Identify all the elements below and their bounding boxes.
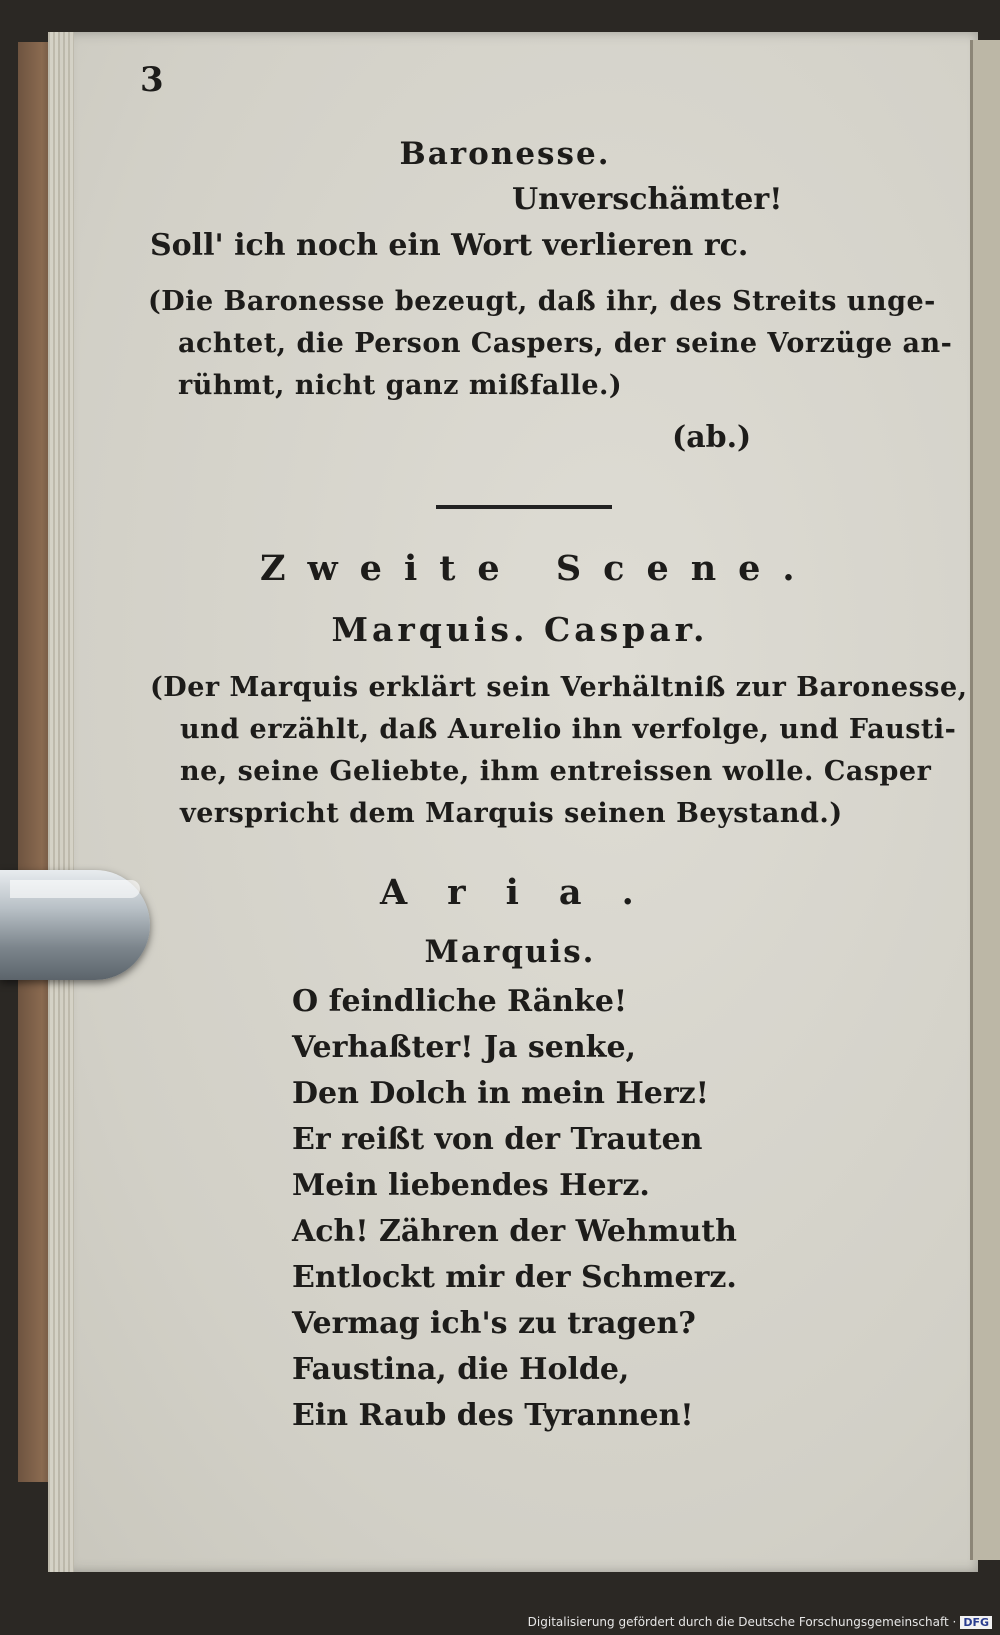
verse-line: Den Dolch in mein Herz! [292,1076,709,1111]
stage-direction-line: verspricht dem Marquis seinen Beystand.) [180,798,843,829]
stage-direction-line: (Die Baronesse bezeugt, daß ihr, des Streits unge- [148,286,936,317]
scene-characters: Marquis. Caspar. [331,610,709,649]
stage-direction-line: (Der Marquis erklärt sein Verhältniß zur Baronesse, [150,672,968,703]
stage-direction-line: und erzählt, daß Aurelio ihn verfolge, und Fausti- [180,714,957,745]
verse-line: Ach! Zähren der Wehmuth [292,1214,737,1249]
dialogue-line: Unverschämter! [512,182,783,217]
clip-highlight [10,880,140,898]
verse-line: Ein Raub des Tyrannen! [292,1398,694,1433]
stage-direction-line: rühmt, nicht ganz mißfalle.) [178,370,623,401]
page-number: 3 [140,60,164,100]
stage-direction-line: achtet, die Person Caspers, der seine Vorzüge an- [178,328,953,359]
digitization-credit [528,1615,992,1629]
verse-line: Mein liebendes Herz. [292,1168,650,1203]
verse-line: Er reißt von der Trauten [292,1122,703,1157]
speaker-baronesse: Baronesse. [399,136,611,172]
exit-direction: (ab.) [672,420,752,455]
aria-heading: Aria. [380,872,674,913]
credit-text: Digitalisierung gefördert durch die Deutsche Forschungsgemeinschaft · [527,1615,957,1629]
verse-line: Faustina, die Holde, [292,1352,630,1387]
scene-title: Zweite Scene. [260,548,817,589]
page-stack-edges [48,32,74,1572]
verse-line: Entlockt mir der Schmerz. [292,1260,737,1295]
section-divider [436,505,612,509]
verse-line: Vermag ich's zu tragen? [292,1306,696,1341]
verse-line: Verhaßter! Ja senke, [292,1030,637,1065]
verse-line: O feindliche Ränke! [292,984,628,1019]
stage-direction-line: ne, seine Geliebte, ihm entreissen wolle. Casper [180,756,932,787]
dialogue-line: Soll' ich noch ein Wort verlieren rc. [150,228,749,263]
dfg-logo-icon: DFG [960,1616,992,1629]
aria-speaker: Marquis. [424,934,596,970]
adjacent-page-edge [970,40,1000,1560]
